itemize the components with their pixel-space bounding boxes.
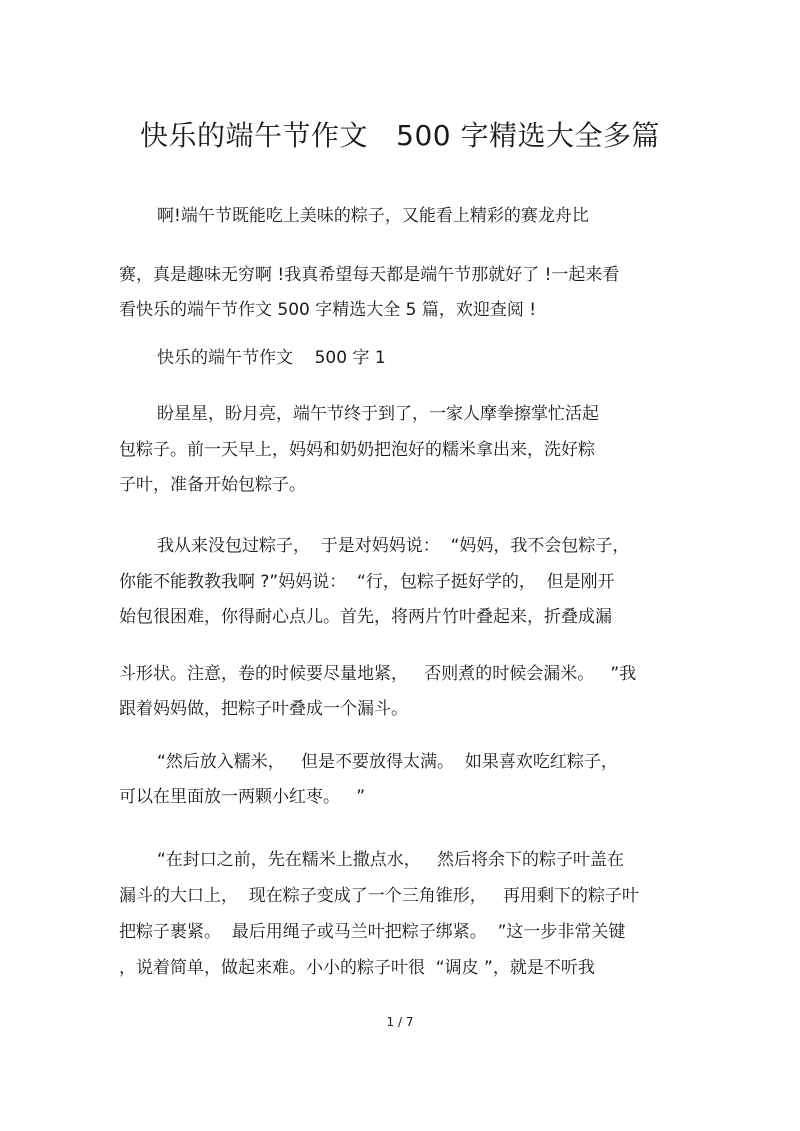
section-heading: 快乐的端午节作文 500 字 1	[157, 348, 386, 368]
text-line: 你能不能教教我啊 ?”妈妈说： “行，包粽子挺好学的， 但是刚开	[119, 572, 615, 592]
text-line: 始包很困难，你得耐心点儿。首先，将两片竹叶叠起来，折叠成漏	[119, 607, 612, 627]
text-line: “然后放入糯米， 但是不要放得太满。 如果喜欢吃红粽子，	[157, 752, 618, 772]
text-line: 赛，真是趣味无穷啊 !我真希望每天都是端午节那就好了 !一起来看	[119, 265, 620, 285]
text-line: 斗形状。注意，卷的时候要尽量地紧， 否则煮的时候会漏米。 ”我	[119, 664, 637, 684]
text-line: 包粽子。前一天早上，妈妈和奶奶把泡好的糯米拿出来，洗好粽	[119, 440, 595, 460]
text-line: 跟着妈妈做，把粽子叶叠成一个漏斗。	[119, 699, 408, 719]
page-number: 1 / 7	[386, 1015, 414, 1029]
text-line: 把粽子裹紧。 最后用绳子或马兰叶把粽子绑紧。 ”这一步非常关键	[119, 922, 626, 942]
text-line: “在封口之前，先在糯米上撒点水， 然后将余下的粽子叶盖在	[157, 850, 625, 870]
text-line: 盼星星，盼月亮，端午节终于到了，一家人摩拳擦掌忙活起	[157, 404, 599, 424]
text-line: 啊!端午节既能吃上美味的粽子，又能看上精彩的赛龙舟比	[157, 206, 589, 226]
text-line: 我从来没包过粽子， 于是对妈妈说： “妈妈，我不会包粽子，	[157, 536, 630, 556]
document-title: 快乐的端午节作文 500 字精选大全多篇	[139, 119, 661, 152]
text-line: 子叶，准备开始包粽子。	[119, 475, 306, 495]
text-line: 看快乐的端午节作文 500 字精选大全 5 篇，欢迎查阅 !	[119, 300, 537, 320]
text-line: 漏斗的大口上， 现在粽子变成了一个三角锥形， 再用剩下的粽子叶	[119, 886, 640, 906]
text-line: ，说着简单，做起来难。小小的粽子叶很 “调皮 ”，就是不听我	[119, 958, 595, 978]
text-line: 可以在里面放一两颗小红枣。 ”	[119, 787, 366, 807]
